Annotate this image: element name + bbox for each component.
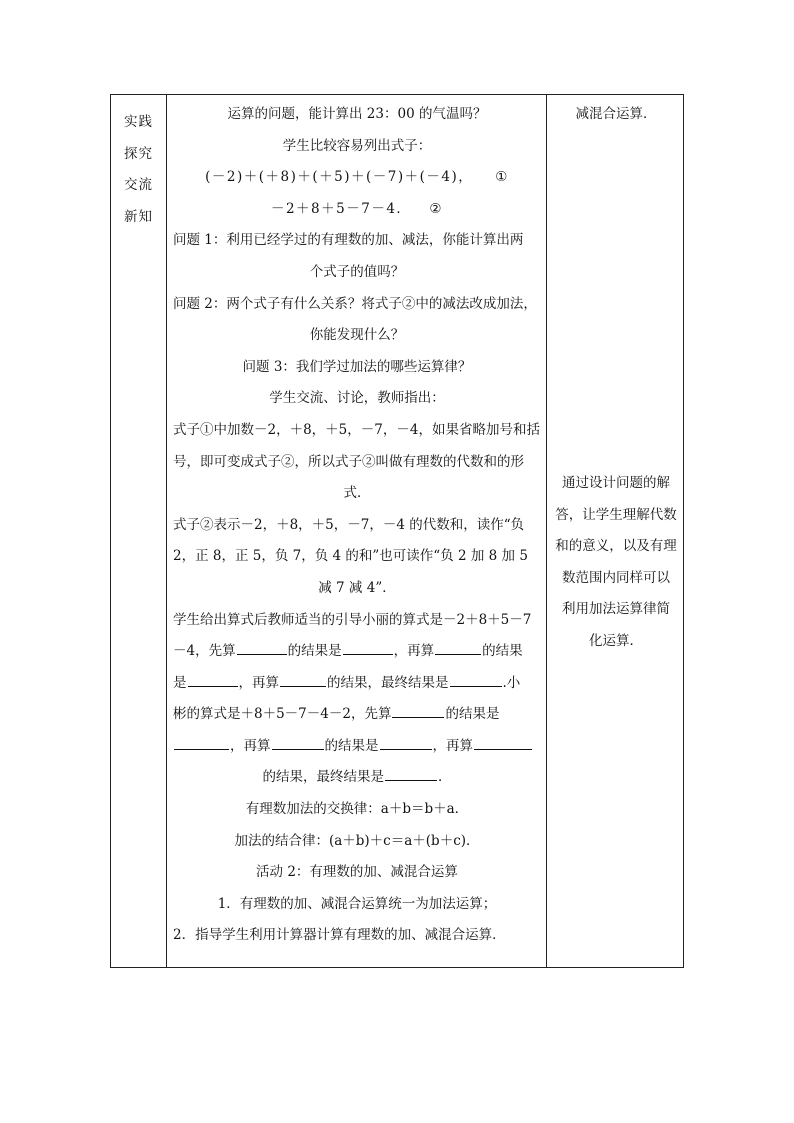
text-line: 通过设计问题的解: [562, 475, 670, 491]
text-line: 减混合运算．: [575, 106, 657, 122]
text-line: 2，正 8，正 5，负 7，负 4 的和”也可读作“负 2 加 8 加 5: [173, 548, 528, 565]
intent-column-top: [547, 99, 685, 131]
answer-blank[interactable]: [474, 749, 532, 750]
question-2: 问题 2：两个式子有什么关系？将式子②中的减法改成加法，: [173, 295, 537, 312]
lesson-table: [110, 94, 684, 968]
text-line: 运算的问题，能计算出 23：00 的气温吗？: [227, 106, 487, 122]
expression-2: －2＋8＋5－7－4． ②: [270, 200, 444, 217]
text-line: 1．有理数的加、减混合运算统一为加法运算；: [217, 895, 497, 912]
circled-number: ①: [495, 169, 509, 186]
stage-label: 探究: [124, 145, 153, 162]
answer-blank[interactable]: [435, 654, 481, 655]
commutative-law: 有理数加法的交换律：a＋b＝b＋a．: [245, 801, 469, 818]
text-line: 学生交流、讨论，教师指出：: [269, 390, 445, 407]
expression-1: (－2)＋(＋8)＋(＋5)＋(－7)＋(－4)， ①: [205, 169, 509, 186]
stage-label: 交流: [124, 177, 153, 193]
text-line: 2．指导学生利用计算器计算有理数的加、减混合运算．: [173, 927, 506, 944]
answer-blank[interactable]: [272, 749, 324, 750]
text-line: 学生比较容易列出式子：: [282, 137, 432, 154]
question-3: 问题 3：我们学过加法的哪些运算律？: [242, 358, 472, 375]
activity-heading: 活动 2：有理数的加、减混合运算: [256, 864, 458, 881]
circled-number: ②: [429, 200, 444, 217]
text-line: 式子①中加数－2，＋8，＋5，－7，－4，如果省略加号和括: [173, 421, 540, 438]
stage-label: 实践: [124, 114, 153, 130]
stage-label: 新知: [124, 208, 153, 225]
answer-blank[interactable]: [188, 686, 238, 687]
answer-blank[interactable]: [280, 686, 326, 687]
question-1: 问题 1：利用已经学过的有理数的加、减法，你能计算出两: [173, 232, 524, 249]
text-line: 个式子的值吗？: [309, 263, 405, 280]
answer-blank[interactable]: [392, 717, 444, 718]
text-line: 式．: [343, 485, 371, 502]
text-line: 和的意义，以及有理: [555, 538, 677, 554]
activity-column: [173, 99, 541, 952]
text-line: 式子②表示－2，＋8，＋5，－7，－4 的代数和，读作“负: [173, 516, 525, 533]
text-line: 你能发现什么？: [309, 327, 405, 344]
text-line: 化运算．: [589, 632, 643, 649]
stage-column: [111, 107, 166, 233]
design-intent: [547, 468, 685, 657]
answer-blank[interactable]: [450, 686, 502, 687]
answer-blank[interactable]: [385, 780, 437, 781]
answer-blank[interactable]: [237, 654, 287, 655]
fill-in-line: 的结果，最终结果是 ．: [262, 769, 452, 786]
fill-in-line: －4，先算 的结果是 ，再算 的结果: [173, 643, 523, 660]
text-line: 利用加法运算律简: [562, 601, 670, 617]
answer-blank[interactable]: [380, 749, 432, 750]
answer-blank[interactable]: [343, 654, 393, 655]
text-line: 答，让学生理解代数: [555, 506, 677, 523]
fill-in-line: 是 ，再算 的结果，最终结果是 .小: [173, 674, 521, 691]
fill-in-line: ，再算 的结果是 ，再算: [173, 731, 541, 763]
column-divider-left: [166, 95, 167, 967]
fill-in-line: 彬的算式是＋8＋5－7－4－2，先算 的结果是: [173, 706, 500, 723]
answer-blank[interactable]: [174, 749, 229, 750]
text-line: 数范围内同样可以: [562, 569, 670, 586]
text-line: 号，即可变成式子②，所以式子②叫做有理数的代数和的形: [173, 453, 524, 470]
associative-law: 加法的结合律：(a＋b)＋c＝a＋(b＋c)．: [234, 832, 480, 849]
text-line: 学生给出算式后教师适当的引导小丽的算式是－2＋8＋5－7: [173, 611, 532, 628]
text-line: 减 7 减 4”．: [318, 579, 396, 596]
